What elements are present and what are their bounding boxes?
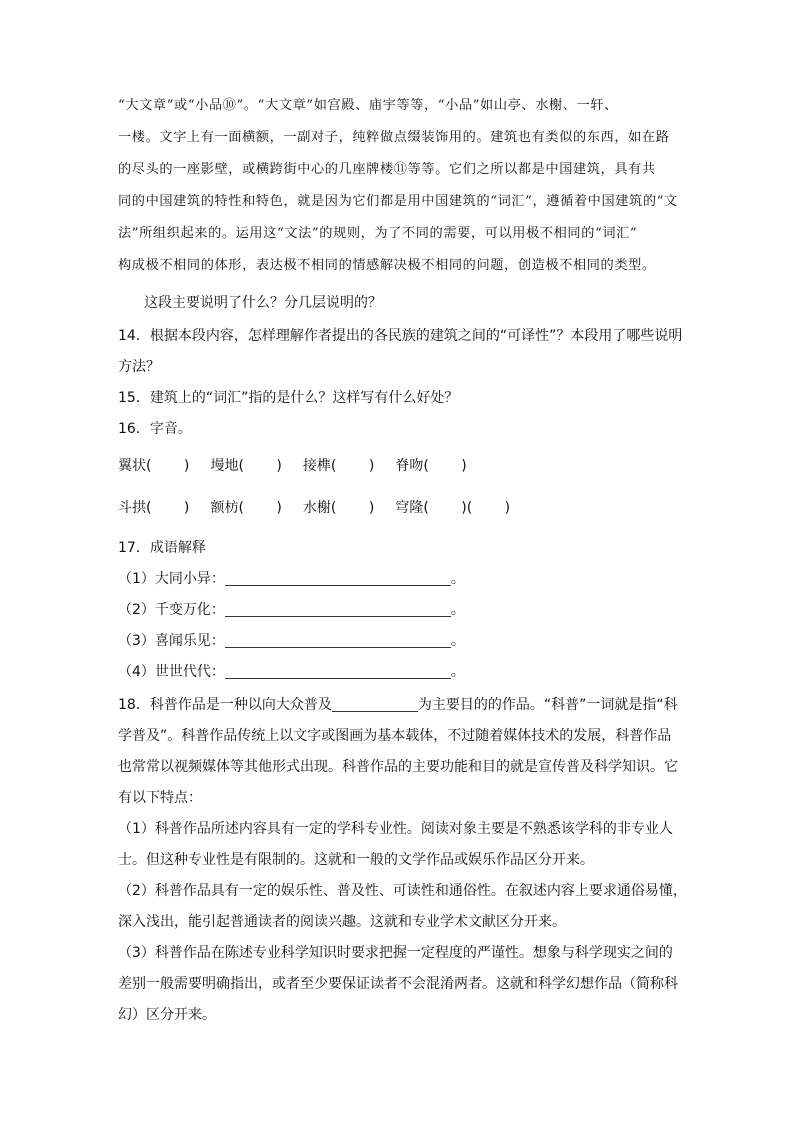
question-14 [118, 321, 683, 383]
idiom-item [118, 564, 683, 595]
idiom-label: （4）世世代代： [118, 664, 225, 680]
pronunciation-item[interactable]: 墁地( ) [210, 458, 282, 474]
pronunciation-row-1 [118, 445, 683, 487]
answer-blank[interactable] [225, 660, 451, 679]
idiom-item [118, 626, 683, 657]
pronunciation-item[interactable]: 斗拱( ) [118, 500, 190, 516]
answer-blank[interactable] [225, 598, 451, 617]
question-16-title: 16．字音。 [118, 421, 192, 437]
passage-line: 一楼。文字上有一面横额，一副对子，纯粹做点缀装饰用的。建筑也有类似的东西，如在路 [118, 130, 670, 145]
passage-line: “大文章”或“小品⑩”。“大文章”如宫殿、庙宇等等，“小品”如山亭、水榭、一轩、 [118, 98, 618, 113]
question-14-line: 14．根据本段内容，怎样理解作者提出的各民族的建筑之间的“可译性”？本段用了哪些说明 [118, 328, 683, 344]
pronunciation-item[interactable]: 额枋( ) [210, 500, 282, 516]
pronunciation-item[interactable]: 翼状( ) [118, 458, 190, 474]
question-18-line: 学普及”。科普作品传统上以文字或图画为基本载体，不过随着媒体技术的发展，科普作品 [118, 728, 672, 744]
idiom-label: （3）喜闻乐见： [118, 633, 225, 649]
question-15: 15．建筑上的“词汇”指的是什么？这样写有什么好处？ [118, 390, 459, 406]
pronunciation-item[interactable]: 穹隆( )( ) [395, 500, 511, 516]
passage-line: 构成极不相同的体形，表达极不相同的情感解决极不相同的问题，创造极不相同的类型。 [118, 258, 656, 273]
point-3-line: 幻）区分开来。 [118, 1007, 216, 1023]
question-18-line: 也常常以视频媒体等其他形式出现。科普作品的主要功能和目的就是宣传普及科学知识。它 [118, 759, 678, 775]
point-2-line: 深入浅出，能引起普通读者的阅读兴趣。这就和专业学术文献区分开来。 [118, 914, 566, 930]
question-13: 这段主要说明了什么？分几层说明的？ [144, 295, 382, 311]
passage-line: 同的中国建筑的特性和特色，就是因为它们都是用中国建筑的“词汇”，遵循着中国建筑的“文 [118, 194, 678, 209]
question-18-line: 有以下特点： [118, 790, 202, 806]
idiom-end: 。 [450, 602, 465, 618]
idiom-item [118, 657, 683, 688]
idiom-label: （1）大同小异： [118, 571, 225, 587]
point-1-line: 士。但这种专业性是有限制的。这就和一般的文学作品或娱乐作品区分开来。 [118, 852, 594, 868]
answer-blank[interactable] [225, 629, 451, 648]
question-18 [118, 690, 687, 1031]
answer-blank[interactable] [225, 567, 451, 586]
question-14-line: 方法？ [118, 359, 160, 375]
point-3-line: （3）科普作品在陈述专业科学知识时要求把握一定程度的严谨性。想象与科学现实之间的 [118, 945, 673, 961]
idiom-end: 。 [450, 664, 465, 680]
question-18-intro-line: 18．科普作品是一种以向大众普及 为主要目的的作品。“科普”一词就是指“科 [118, 690, 683, 721]
document-page [118, 90, 687, 1031]
idiom-end: 。 [450, 571, 465, 587]
point-1-line: （1）科普作品所述内容具有一定的学科专业性。阅读对象主要是不熟悉该学科的非专业人 [118, 821, 673, 837]
idiom-label: （2）千变万化： [118, 602, 225, 618]
pronunciation-row-2 [118, 487, 683, 529]
question-17-title: 17．成语解释 [118, 540, 206, 556]
reading-passage [118, 90, 683, 282]
idiom-end: 。 [450, 633, 465, 649]
passage-line: 的尽头的一座影壁，或横跨街中心的几座牌楼⑪等等。它们之所以都是中国建筑，具有共 [118, 162, 656, 177]
pronunciation-item[interactable]: 水榭( ) [302, 500, 375, 516]
pronunciation-item[interactable]: 脊吻( ) [395, 458, 467, 474]
idiom-item [118, 595, 683, 626]
pronunciation-item[interactable]: 接榫( ) [302, 458, 375, 474]
answer-blank[interactable] [332, 693, 418, 712]
point-3-line: 差别一般需要明确指出，或者至少要保证读者不会混淆两者。这就和科学幻想作品（简称科 [118, 976, 678, 992]
passage-line: 法”所组织起来的。运用这“文法”的规则，为了不同的需要，可以用极不相同的“词汇” [118, 226, 638, 241]
point-2-line: （2）科普作品具有一定的娱乐性、普及性、可读性和通俗性。在叙述内容上要求通俗易懂， [118, 883, 687, 899]
